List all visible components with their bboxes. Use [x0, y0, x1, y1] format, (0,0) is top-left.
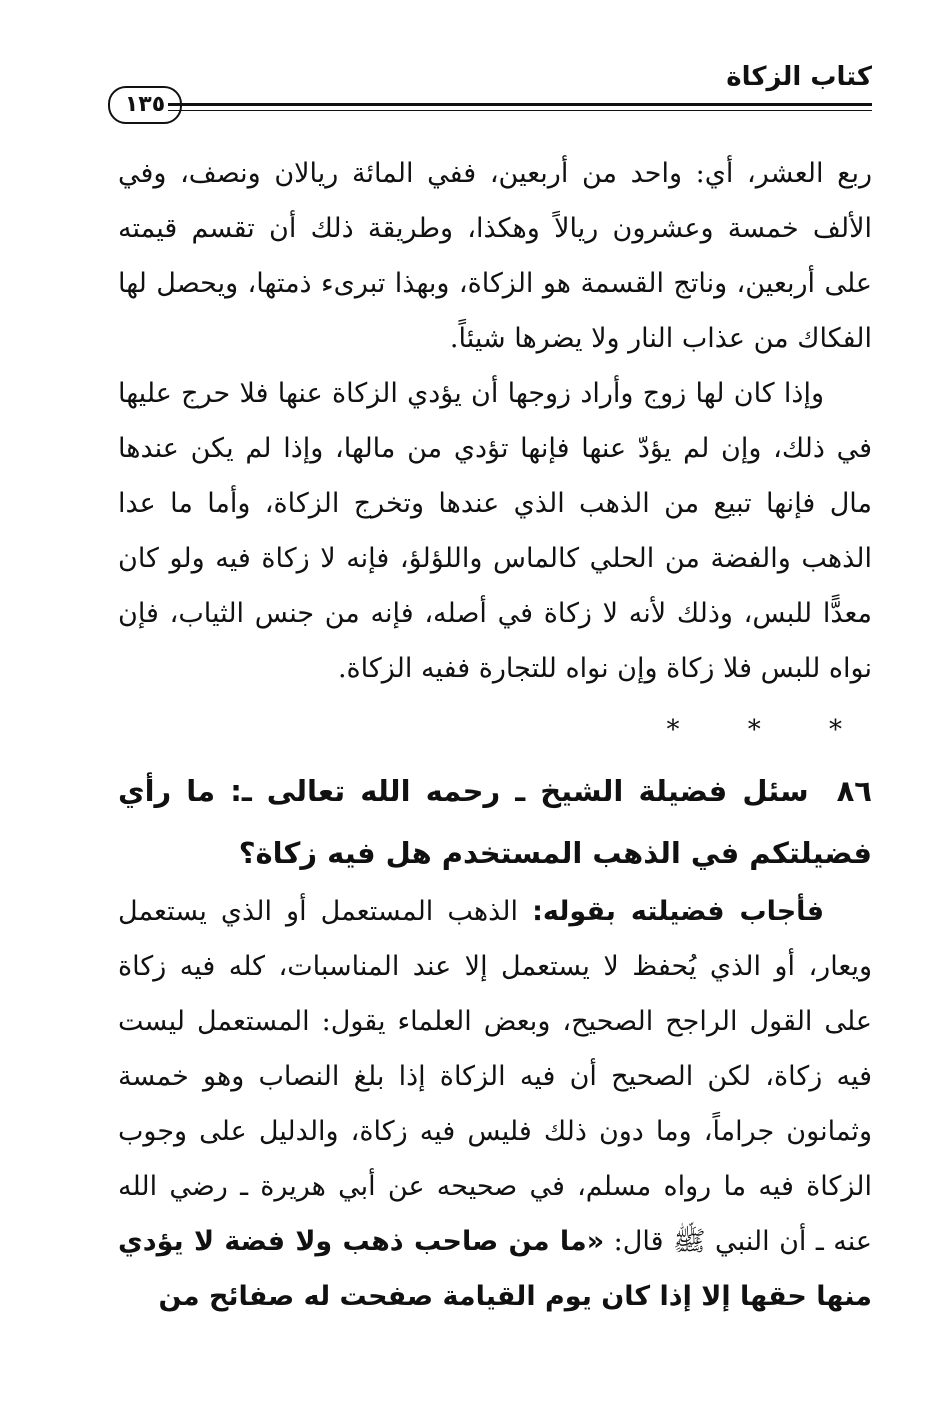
running-title: كتاب الزكاة [726, 62, 872, 92]
page-number: ١٣٥ [108, 86, 182, 124]
page-body [118, 146, 872, 1324]
paragraph-zakat-calculation: ربع العشر، أي: واحد من أربعين، ففي المائة ريالان ونصف، وفي الألف خمسة وعشرون ريالاً وهكذا، وطريقة ذلك أن تقسم قيمته على أربعين، وناتج القسمة هو الزكاة، وبهذا تبرىء ذمتها، ويحصل لها الفكاك من عذاب النار ولا يضرها شيئاً. [118, 158, 872, 354]
answer-text: الذهب المستعمل أو الذي يستعمل ويعار، أو الذي يُحفظ لا يستعمل إلا عند المناسبات، كله فيه زكاة على القول الراجح الصحيح، وبعض العلماء يقول: المستعمل ليست فيه زكاة، لكن الصحيح أن فيه الزكاة إذا بلغ النصاب وهو خمسة وثمانون جراماً، وما دون ذلك فليس فيه زكاة، والدليل على وجوب الزكاة فيه ما رواه مسلم، في صحيحه عن أبي هريرة ـ رضي الله عنه ـ أن النبي ﷺ قال: [118, 896, 873, 1257]
header-rule-thin [168, 110, 872, 111]
answer-paragraph [118, 884, 872, 1324]
question-number: ٨٦ [836, 774, 872, 808]
question-86 [118, 760, 872, 884]
question-text: سئل فضيلة الشيخ ـ رحمه الله تعالى ـ: ما رأي فضيلتكم في الذهب المستخدم هل فيه زكاة؟ [118, 774, 872, 870]
hadith-quote: «ما من صاحب ذهب ولا فضة لا يؤدي منها حقها إلا إذا كان يوم القيامة صفحت له صفائح من [118, 1226, 872, 1312]
section-separator: * * * [666, 715, 872, 745]
header-rule [168, 103, 872, 106]
paragraph-husband-pays: وإذا كان لها زوج وأراد زوجها أن يؤدي الزكاة عنها فلا حرج عليها في ذلك، وإن لم يؤدّ عنها فإنها تؤدي من مالها، وإذا لم يكن عندها مال فإنها تبيع من الذهب الذي عندها وتخرج الزكاة، وأما ما عدا الذهب والفضة من الحلي كالماس واللؤلؤ، فإنه لا زكاة فيه ولو كان معدًّا للبس، وذلك لأنه لا زكاة في أصله، فإنه من جنس الثياب، فإن نواه للبس فلا زكاة وإن نواه للتجارة ففيه الزكاة. [118, 378, 872, 684]
answer-lead: فأجاب فضيلته بقوله: [532, 896, 824, 927]
